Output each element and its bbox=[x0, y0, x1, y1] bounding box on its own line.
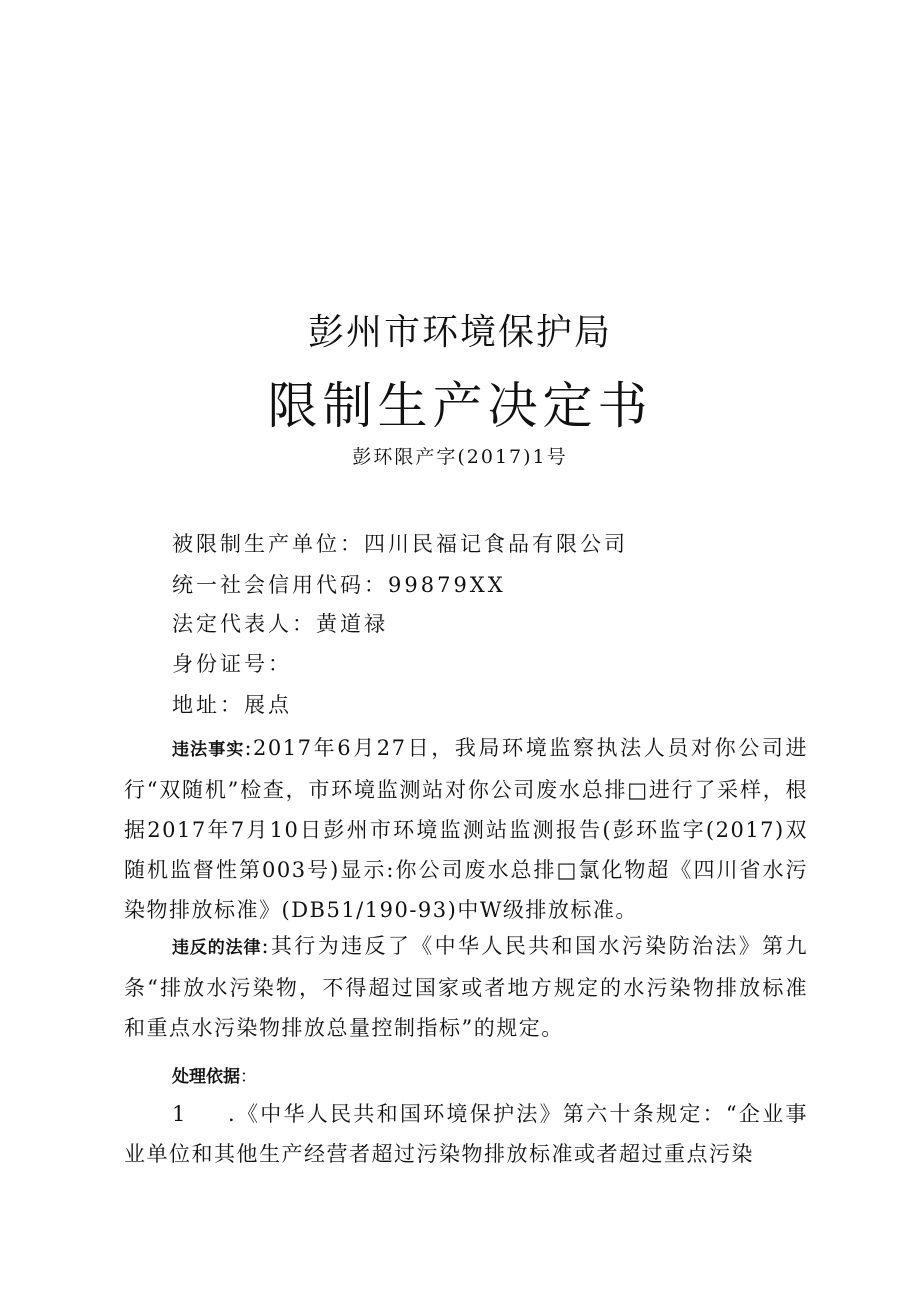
document-title: 限制生产决定书 bbox=[267, 377, 653, 435]
legal-representative-field: 法定代表人：黄道禄 bbox=[172, 612, 388, 636]
id-number-field: 身份证号： bbox=[172, 652, 292, 676]
violation-facts-text: :2017年6月27日，我局环境监察执法人员对你公司进行“双随机”检查，市环境监测站对你公司废水总排□进行了采样，根据2017年7月10日彭州市环境监测站监测报告(彭环监字(2017)双随机监督性第003号)显示:你公司废水总排□氯化物超《四川省水污染物排放标准》(DB51/190-93)中W级排放标准。 bbox=[124, 736, 808, 922]
handling-basis-label: 处理依据 bbox=[172, 1067, 240, 1087]
issuing-agency: 彭州市环境保护局 bbox=[307, 312, 612, 353]
basis-item-1 bbox=[124, 1094, 808, 1174]
handling-basis-colon: ： bbox=[240, 1067, 257, 1087]
document-number: 彭环限产字(2017)1号 bbox=[352, 446, 568, 468]
basis-item-number: 1 bbox=[172, 1102, 187, 1126]
address-field: 地址：展点 bbox=[172, 693, 292, 717]
restricted-unit-field: 被限制生产单位：四川民福记食品有限公司 bbox=[172, 532, 628, 556]
violated-law-text: :其行为违反了《中华人民共和国水污染防治法》第九条“排放水污染物，不得超过国家或者地方规定的水污染物排放标准和重点水污染物排放总量控制指标”的规定。 bbox=[124, 934, 808, 1040]
violated-law-label: 违反的法律 bbox=[172, 938, 262, 958]
violated-law-paragraph bbox=[124, 926, 808, 1048]
basis-item-text: .《中华人民共和国环境保护法》第六十条规定：“企业事业单位和其他生产经营者超过污染物排放标准或者超过重点污染 bbox=[124, 1102, 808, 1166]
violation-facts-paragraph bbox=[124, 728, 808, 930]
violation-facts-label: 违法事实 bbox=[172, 740, 245, 760]
credit-code-field: 统一社会信用代码：99879XX bbox=[172, 573, 506, 597]
handling-basis-heading bbox=[172, 1062, 257, 1087]
